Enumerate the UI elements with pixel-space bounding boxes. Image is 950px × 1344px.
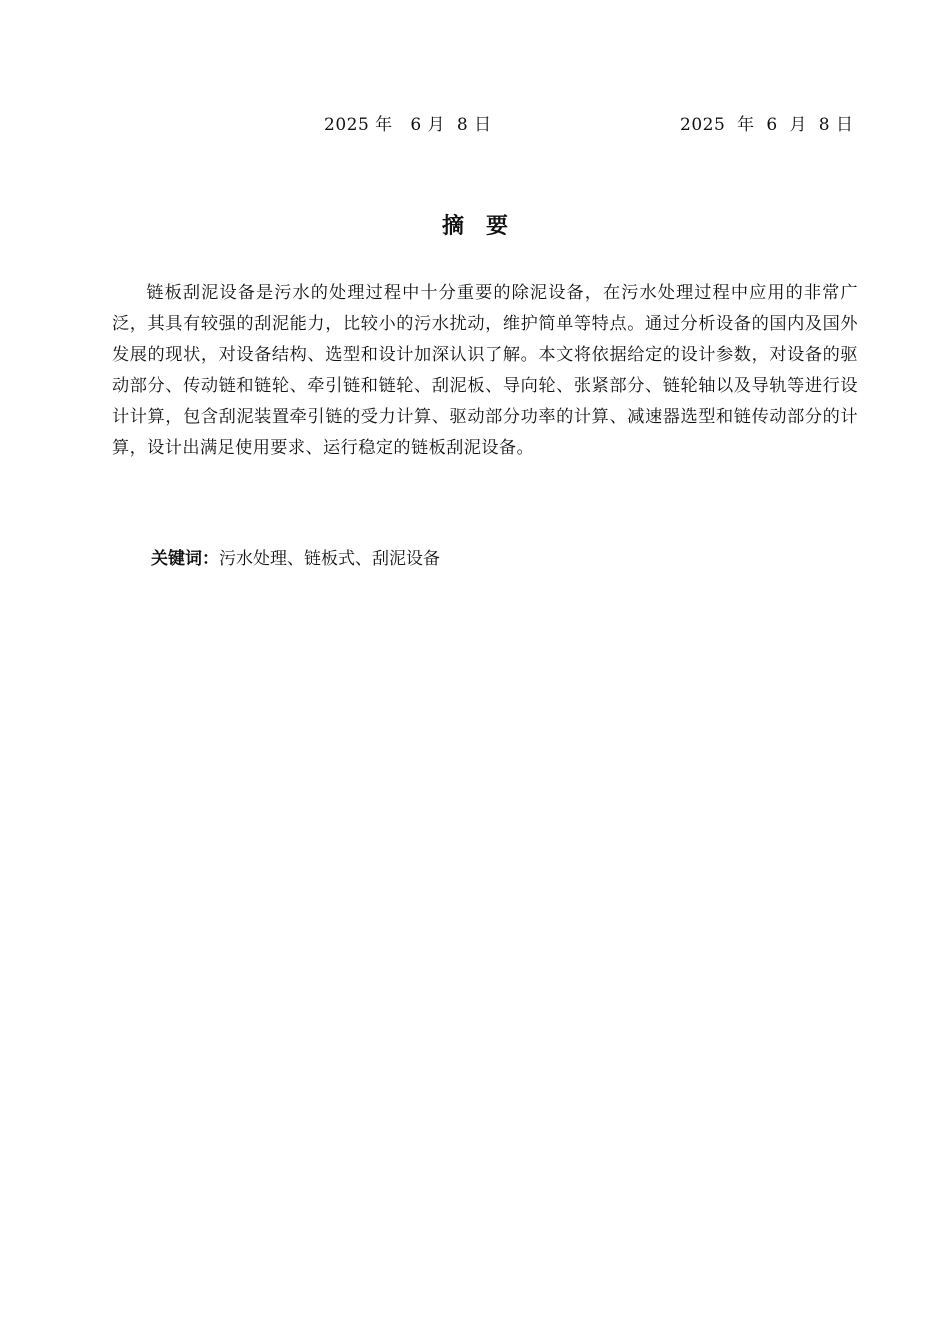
keywords-value: 污水处理、链板式、刮泥设备	[219, 549, 440, 569]
date-left: 2025 年 6 月 8 日	[324, 115, 492, 135]
keywords-line	[151, 546, 440, 572]
date-right: 2025 年 6 月 8 日	[680, 115, 854, 135]
abstract-title: 摘 要	[441, 214, 508, 239]
abstract-body: 链板刮泥设备是污水的处理过程中十分重要的除泥设备，在污水处理过程中应用的非常广泛，其具有较强的刮泥能力，比较小的污水扰动，维护简单等特点。通过分析设备的国内及国外发展的现状，对设备结构、选型和设计加深认识了解。本文将依据给定的设计参数，对设备的驱动部分、传动链和链轮、牵引链和链轮、刮泥板、导向轮、张紧部分、链轮轴以及导轨等进行设计计算，包含刮泥装置牵引链的受力计算、驱动部分功率的计算、减速器选型和链传动部分的计算，设计出满足使用要求、运行稳定的链板刮泥设备。	[112, 283, 858, 458]
keywords-label: 关键词：	[151, 549, 219, 569]
